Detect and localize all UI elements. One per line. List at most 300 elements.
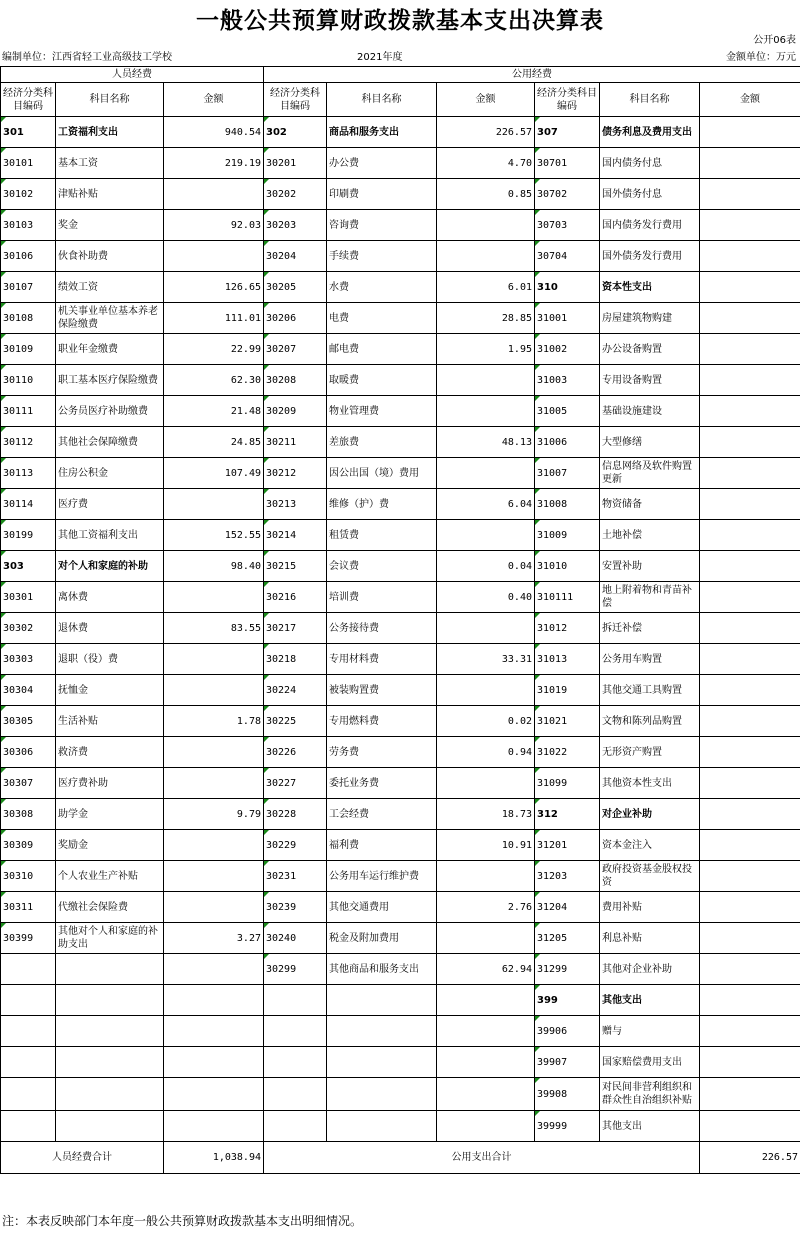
fiscal-year: 2021年度	[357, 52, 403, 63]
item-name-cell: 专用燃料费	[327, 706, 437, 737]
code-text: 30240	[266, 932, 297, 944]
code-text: 30203	[266, 219, 297, 231]
item-name-cell: 其他交通工具购置	[600, 675, 700, 706]
comment-marker-icon	[535, 489, 540, 494]
table-row	[1, 272, 800, 303]
table-row	[1, 1078, 800, 1111]
compiling-unit: 编制单位：江西省轻工业高级技工学校	[2, 52, 172, 63]
code-cell	[1, 582, 56, 613]
code-cell	[264, 737, 327, 768]
code-cell	[264, 241, 327, 272]
code-text: 30202	[266, 188, 297, 200]
item-name-cell: 个人农业生产补贴	[56, 861, 164, 892]
item-name-cell: 商品和服务支出	[327, 117, 437, 148]
code-text: 30110	[3, 374, 34, 386]
comment-marker-icon	[535, 396, 540, 401]
comment-marker-icon	[535, 644, 540, 649]
code-cell	[1, 210, 56, 241]
code-text: 31001	[537, 312, 568, 324]
code-cell	[535, 1078, 600, 1111]
amount-cell	[437, 458, 535, 489]
code-cell	[1, 1016, 56, 1047]
code-cell	[1, 830, 56, 861]
comment-marker-icon	[264, 520, 269, 525]
item-name-cell: 租赁费	[327, 520, 437, 551]
amount-cell	[437, 985, 535, 1016]
table-row	[1, 1047, 800, 1078]
amount-cell: 226.57	[437, 117, 535, 148]
code-cell	[264, 117, 327, 148]
code-text: 30208	[266, 374, 297, 386]
amount-cell	[164, 489, 264, 520]
code-cell	[1, 923, 56, 954]
code-text: 30205	[266, 281, 297, 293]
comment-marker-icon	[1, 396, 6, 401]
code-cell	[535, 210, 600, 241]
item-name-cell: 土地补偿	[600, 520, 700, 551]
code-text: 31204	[537, 901, 568, 913]
item-name-cell: 退休费	[56, 613, 164, 644]
amount-cell	[437, 768, 535, 799]
comment-marker-icon	[264, 427, 269, 432]
amount-cell	[164, 1016, 264, 1047]
code-cell	[264, 799, 327, 830]
amount-cell	[164, 892, 264, 923]
code-text: 30703	[537, 219, 568, 231]
comment-marker-icon	[535, 613, 540, 618]
code-cell	[1, 179, 56, 210]
code-cell	[1, 1111, 56, 1142]
item-name-cell: 手续费	[327, 241, 437, 272]
amount-cell	[700, 1016, 800, 1047]
item-name-cell: 被装购置费	[327, 675, 437, 706]
comment-marker-icon	[264, 489, 269, 494]
comment-marker-icon	[1, 303, 6, 308]
code-cell	[1, 489, 56, 520]
code-text: 30217	[266, 622, 297, 634]
amount-cell	[700, 117, 800, 148]
code-text: 30303	[3, 653, 34, 665]
code-text: 31099	[537, 777, 568, 789]
code-cell	[264, 334, 327, 365]
comment-marker-icon	[264, 675, 269, 680]
code-cell	[535, 489, 600, 520]
comment-marker-icon	[1, 923, 6, 928]
item-name-cell: 物资储备	[600, 489, 700, 520]
code-text: 31203	[537, 870, 568, 882]
amount-cell	[700, 520, 800, 551]
code-text: 31005	[537, 405, 568, 417]
code-cell	[1, 117, 56, 148]
comment-marker-icon	[264, 923, 269, 928]
amount-cell	[700, 799, 800, 830]
item-name-cell: 信息网络及软件购置更新	[600, 458, 700, 489]
comment-marker-icon	[1, 892, 6, 897]
comment-marker-icon	[264, 892, 269, 897]
item-name-cell	[327, 1078, 437, 1111]
comment-marker-icon	[535, 892, 540, 897]
code-cell	[535, 954, 600, 985]
table-row	[1, 551, 800, 582]
code-header: 经济分类科目编码	[535, 83, 600, 117]
item-name-cell: 地上附着物和青苗补偿	[600, 582, 700, 613]
code-cell	[535, 303, 600, 334]
item-name-cell: 劳务费	[327, 737, 437, 768]
amount-cell	[700, 458, 800, 489]
amount-cell: 0.85	[437, 179, 535, 210]
item-name-cell: 电费	[327, 303, 437, 334]
amount-cell	[437, 241, 535, 272]
code-text: 30112	[3, 436, 34, 448]
table-row	[1, 954, 800, 985]
code-cell	[264, 923, 327, 954]
code-cell	[535, 458, 600, 489]
item-name-cell: 水费	[327, 272, 437, 303]
comment-marker-icon	[264, 613, 269, 618]
comment-marker-icon	[535, 706, 540, 711]
code-cell	[264, 675, 327, 706]
code-text: 30211	[266, 436, 297, 448]
code-text: 30309	[3, 839, 34, 851]
money-unit: 金额单位：万元	[726, 52, 796, 63]
code-text: 30239	[266, 901, 297, 913]
item-name-cell: 基础设施建设	[600, 396, 700, 427]
comment-marker-icon	[1, 272, 6, 277]
code-cell	[1, 458, 56, 489]
code-text: 30207	[266, 343, 297, 355]
amount-cell: 0.40	[437, 582, 535, 613]
comment-marker-icon	[1, 644, 6, 649]
code-text: 301	[3, 126, 24, 138]
comment-marker-icon	[535, 675, 540, 680]
code-text: 30301	[3, 591, 34, 603]
amount-cell	[164, 1111, 264, 1142]
code-text: 30306	[3, 746, 34, 758]
table-row	[1, 644, 800, 675]
item-name-cell	[56, 954, 164, 985]
amount-cell	[700, 148, 800, 179]
comment-marker-icon	[535, 799, 540, 804]
code-cell	[535, 334, 600, 365]
code-cell	[1, 737, 56, 768]
code-text: 30227	[266, 777, 297, 789]
amount-cell	[164, 644, 264, 675]
comment-marker-icon	[1, 489, 6, 494]
amount-cell	[700, 1047, 800, 1078]
code-cell	[1, 861, 56, 892]
code-text: 312	[537, 808, 558, 820]
comment-marker-icon	[264, 303, 269, 308]
code-cell	[264, 768, 327, 799]
comment-marker-icon	[535, 520, 540, 525]
code-cell	[264, 520, 327, 551]
amount-cell: 18.73	[437, 799, 535, 830]
code-cell	[535, 427, 600, 458]
item-name-cell: 邮电费	[327, 334, 437, 365]
amount-cell	[700, 427, 800, 458]
comment-marker-icon	[264, 861, 269, 866]
comment-marker-icon	[535, 241, 540, 246]
amount-cell: 940.54	[164, 117, 264, 148]
table-row	[1, 1016, 800, 1047]
amount-cell	[164, 861, 264, 892]
code-text: 39907	[537, 1056, 568, 1068]
item-name-cell: 培训费	[327, 582, 437, 613]
code-text: 30111	[3, 405, 34, 417]
code-cell	[535, 117, 600, 148]
comment-marker-icon	[535, 861, 540, 866]
item-name-cell: 其他工资福利支出	[56, 520, 164, 551]
code-cell	[1, 1047, 56, 1078]
amount-cell	[437, 520, 535, 551]
comment-marker-icon	[264, 210, 269, 215]
comment-marker-icon	[535, 551, 540, 556]
code-cell	[1, 520, 56, 551]
comment-marker-icon	[535, 1047, 540, 1052]
item-name-cell: 其他支出	[600, 985, 700, 1016]
item-name-cell: 专用设备购置	[600, 365, 700, 396]
code-cell	[535, 551, 600, 582]
amount-cell: 0.02	[437, 706, 535, 737]
item-name-cell: 绩效工资	[56, 272, 164, 303]
table-row	[1, 179, 800, 210]
item-name-cell: 工资福利支出	[56, 117, 164, 148]
code-text: 31012	[537, 622, 568, 634]
code-cell	[535, 768, 600, 799]
amount-cell: 33.31	[437, 644, 535, 675]
amount-cell	[700, 768, 800, 799]
code-text: 31019	[537, 684, 568, 696]
code-cell	[1, 644, 56, 675]
amount-header: 金额	[700, 83, 800, 117]
personnel-total-label: 人员经费合计	[1, 1142, 164, 1174]
amount-cell	[437, 861, 535, 892]
item-name-cell: 奖金	[56, 210, 164, 241]
item-name-cell: 救济费	[56, 737, 164, 768]
amount-cell: 0.04	[437, 551, 535, 582]
code-cell	[535, 706, 600, 737]
table-row	[1, 768, 800, 799]
comment-marker-icon	[535, 458, 540, 463]
code-cell	[264, 148, 327, 179]
code-text: 31205	[537, 932, 568, 944]
comment-marker-icon	[1, 210, 6, 215]
code-cell	[535, 644, 600, 675]
item-name-cell: 住房公积金	[56, 458, 164, 489]
code-cell	[264, 179, 327, 210]
comment-marker-icon	[535, 954, 540, 959]
item-name-cell: 办公费	[327, 148, 437, 179]
code-cell	[1, 985, 56, 1016]
comment-marker-icon	[1, 241, 6, 246]
item-name-cell: 职业年金缴费	[56, 334, 164, 365]
code-text: 30302	[3, 622, 34, 634]
item-name-cell: 其他交通费用	[327, 892, 437, 923]
amount-cell: 10.91	[437, 830, 535, 861]
item-name-cell	[327, 1111, 437, 1142]
public-total-label: 公用支出合计	[264, 1142, 700, 1174]
code-cell	[1, 396, 56, 427]
code-text: 30224	[266, 684, 297, 696]
code-text: 30228	[266, 808, 297, 820]
item-name-cell: 国家赔偿费用支出	[600, 1047, 700, 1078]
comment-marker-icon	[535, 303, 540, 308]
amount-cell	[700, 582, 800, 613]
code-cell	[264, 365, 327, 396]
amount-cell: 6.04	[437, 489, 535, 520]
code-text: 31006	[537, 436, 568, 448]
code-text: 399	[537, 994, 558, 1006]
code-text: 30231	[266, 870, 297, 882]
code-cell	[264, 1047, 327, 1078]
amount-cell	[700, 1078, 800, 1111]
comment-marker-icon	[264, 644, 269, 649]
code-text: 30310	[3, 870, 34, 882]
comment-marker-icon	[535, 272, 540, 277]
comment-marker-icon	[535, 737, 540, 742]
item-name-cell: 公务用车运行维护费	[327, 861, 437, 892]
amount-cell	[164, 954, 264, 985]
table-row	[1, 613, 800, 644]
code-text: 31002	[537, 343, 568, 355]
code-text: 30108	[3, 312, 34, 324]
code-text: 30308	[3, 808, 34, 820]
item-name-cell: 税金及附加费用	[327, 923, 437, 954]
amount-cell	[700, 210, 800, 241]
code-text: 31009	[537, 529, 568, 541]
item-name-cell: 对个人和家庭的补助	[56, 551, 164, 582]
code-cell	[535, 241, 600, 272]
code-text: 31003	[537, 374, 568, 386]
code-text: 30201	[266, 157, 297, 169]
item-name-cell: 伙食补助费	[56, 241, 164, 272]
code-text: 30102	[3, 188, 34, 200]
comment-marker-icon	[264, 458, 269, 463]
comment-marker-icon	[535, 427, 540, 432]
code-text: 39906	[537, 1025, 568, 1037]
code-text: 30704	[537, 250, 568, 262]
item-name-cell: 办公设备购置	[600, 334, 700, 365]
comment-marker-icon	[535, 117, 540, 122]
table-row	[1, 117, 800, 148]
comment-marker-icon	[264, 241, 269, 246]
code-cell	[1, 241, 56, 272]
item-name-cell: 其他对个人和家庭的补助支出	[56, 923, 164, 954]
code-text: 30299	[266, 963, 297, 975]
table-row	[1, 675, 800, 706]
table-row	[1, 1111, 800, 1142]
comment-marker-icon	[1, 427, 6, 432]
code-cell	[1, 768, 56, 799]
item-name-cell: 其他支出	[600, 1111, 700, 1142]
item-name-cell: 福利费	[327, 830, 437, 861]
item-name-cell: 助学金	[56, 799, 164, 830]
code-text: 30101	[3, 157, 34, 169]
table-row	[1, 830, 800, 861]
table-row	[1, 458, 800, 489]
amount-cell	[164, 985, 264, 1016]
amount-cell	[700, 675, 800, 706]
code-cell	[1, 272, 56, 303]
code-cell	[1, 1078, 56, 1111]
comment-marker-icon	[264, 799, 269, 804]
item-name-cell: 资本金注入	[600, 830, 700, 861]
item-name-cell: 房屋建筑物购建	[600, 303, 700, 334]
item-name-cell: 委托业务费	[327, 768, 437, 799]
code-text: 30229	[266, 839, 297, 851]
code-text: 30304	[3, 684, 34, 696]
comment-marker-icon	[1, 582, 6, 587]
amount-cell	[700, 179, 800, 210]
item-name-cell: 津贴补贴	[56, 179, 164, 210]
comment-marker-icon	[535, 830, 540, 835]
code-cell	[535, 613, 600, 644]
item-name-cell: 赠与	[600, 1016, 700, 1047]
code-text: 30702	[537, 188, 568, 200]
item-name-cell: 拆迁补偿	[600, 613, 700, 644]
comment-marker-icon	[535, 582, 540, 587]
amount-header: 金额	[437, 83, 535, 117]
item-name-cell: 无形资产购置	[600, 737, 700, 768]
comment-marker-icon	[1, 551, 6, 556]
item-name-cell: 资本性支出	[600, 272, 700, 303]
code-text: 30206	[266, 312, 297, 324]
code-cell	[1, 551, 56, 582]
comment-marker-icon	[264, 582, 269, 587]
code-cell	[535, 675, 600, 706]
comment-marker-icon	[535, 1078, 540, 1083]
code-header: 经济分类科目编码	[1, 83, 56, 117]
name-header: 科目名称	[600, 83, 700, 117]
amount-cell: 6.01	[437, 272, 535, 303]
comment-marker-icon	[1, 179, 6, 184]
code-text: 31010	[537, 560, 568, 572]
comment-marker-icon	[1, 520, 6, 525]
comment-marker-icon	[1, 613, 6, 618]
code-cell	[535, 148, 600, 179]
code-cell	[264, 1016, 327, 1047]
table-row	[1, 427, 800, 458]
code-text: 31007	[537, 467, 568, 479]
code-text: 30701	[537, 157, 568, 169]
code-text: 302	[266, 126, 287, 138]
amount-cell: 22.99	[164, 334, 264, 365]
comment-marker-icon	[264, 737, 269, 742]
amount-cell	[437, 1111, 535, 1142]
code-text: 310111	[537, 591, 574, 603]
amount-cell: 48.13	[437, 427, 535, 458]
item-name-cell: 专用材料费	[327, 644, 437, 675]
comment-marker-icon	[535, 1111, 540, 1116]
amount-cell: 111.01	[164, 303, 264, 334]
item-name-cell: 印刷费	[327, 179, 437, 210]
amount-cell	[437, 365, 535, 396]
item-name-cell: 医疗费	[56, 489, 164, 520]
amount-cell: 1.95	[437, 334, 535, 365]
personnel-header: 人员经费	[1, 67, 264, 83]
code-cell	[1, 706, 56, 737]
table-row	[1, 861, 800, 892]
item-name-cell: 公务员医疗补助缴费	[56, 396, 164, 427]
table-row	[1, 737, 800, 768]
item-name-cell: 离休费	[56, 582, 164, 613]
table-row	[1, 303, 800, 334]
amount-cell	[700, 923, 800, 954]
code-cell	[264, 396, 327, 427]
amount-cell	[700, 737, 800, 768]
amount-cell	[700, 365, 800, 396]
amount-cell	[700, 1111, 800, 1142]
